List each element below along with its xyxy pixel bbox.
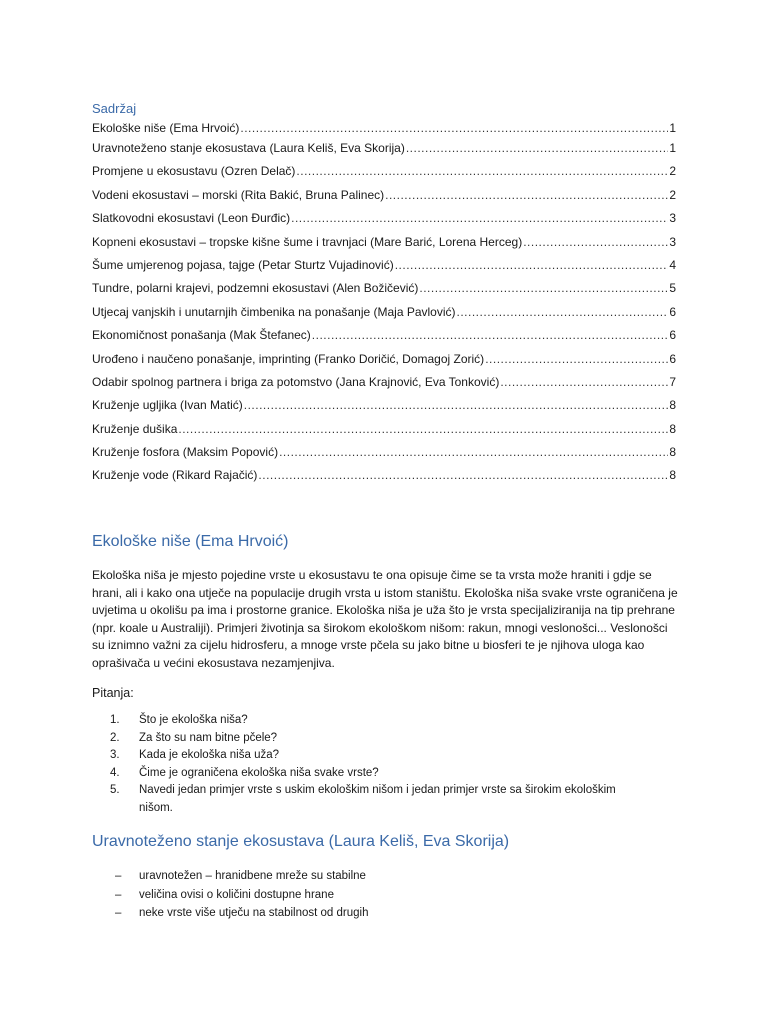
toc-entry-page: 1 bbox=[669, 121, 676, 135]
body-paragraph: Ekološka niša je mjesto pojedine vrste u ekosustavu te ona opisuje čime se ta vrsta može hraniti i gdje se hrani, ali i kako ona utječe na populacije drugih vrsta u istom staništu. Ekološka niša svake vrste ograničena je uvjetima u okolišu pa ima i prostorne granice. Ekološka niša je uža što je vrsta specijaliziranija na tip prehrane (npr. koale u Australiji). Primjeri životinja sa širokom ekološkom nišom: rakun, mnogi veslonošci... Veslonošci su iznimno važni za cijelu hidrosferu, a mnoge vrste pčela su jako bitne u biosferi te je njihova uloga kao oprašivača u većini ekosustava nezamjenjiva. bbox=[92, 568, 678, 670]
toc-leader-dots bbox=[406, 138, 668, 158]
toc-entry-title: Utjecaj vanjskih i unutarnjih čimbenika na ponašanje (Maja Pavlović) bbox=[92, 304, 456, 319]
bullet-item bbox=[115, 867, 635, 886]
question-number: 3. bbox=[110, 749, 120, 762]
bullet-item bbox=[115, 886, 635, 905]
dash-bullet: – bbox=[115, 870, 122, 882]
question-item bbox=[110, 765, 630, 783]
question-number: 2. bbox=[110, 731, 120, 744]
toc-entry-title: Šume umjerenog pojasa, tajge (Petar Sturtz Vujadinović) bbox=[92, 257, 394, 272]
question-item bbox=[110, 730, 630, 748]
question-item bbox=[110, 712, 630, 730]
toc-entry-page: 6 bbox=[669, 351, 676, 366]
bullet-text: veličina ovisi o količini dostupne hrane bbox=[139, 888, 334, 901]
toc-entry-page: 8 bbox=[669, 445, 676, 460]
toc-entry[interactable] bbox=[92, 302, 676, 325]
question-number: 4. bbox=[110, 766, 120, 779]
toc-entry-title: Vodeni ekosustavi – morski (Rita Bakić, Bruna Palinec) bbox=[92, 187, 385, 202]
toc-entry-page: 8 bbox=[669, 398, 676, 413]
toc-entry-page: 4 bbox=[669, 257, 676, 272]
toc-entry-page: 5 bbox=[669, 281, 676, 296]
toc-leader-dots bbox=[419, 278, 668, 298]
toc-entry-title: Kruženje ugljika (Ivan Matić) bbox=[92, 398, 243, 413]
toc-entry[interactable] bbox=[92, 442, 676, 465]
toc-entry[interactable] bbox=[92, 138, 676, 161]
dash-bullet: – bbox=[115, 907, 122, 919]
toc-entry-page: 3 bbox=[669, 211, 676, 226]
toc-leader-dots bbox=[457, 302, 669, 322]
toc-leader-dots bbox=[395, 255, 669, 275]
question-text: Za što su nam bitne pčele? bbox=[139, 731, 278, 744]
toc-entry-title: Tundre, polarni krajevi, podzemni ekosustavi (Alen Božičević) bbox=[92, 281, 419, 296]
toc-entry-title: Ekološke niše (Ema Hrvoić) bbox=[92, 121, 240, 135]
toc-leader-dots bbox=[291, 208, 668, 228]
toc-entry[interactable] bbox=[92, 118, 676, 138]
toc-entry[interactable] bbox=[92, 255, 676, 278]
section-heading: Uravnoteženo stanje ekosustava (Laura Keliš, Eva Skorija) bbox=[92, 833, 510, 850]
bullet-text: neke vrste više utječu na stabilnost od drugih bbox=[139, 907, 369, 919]
question-text: Navedi jedan primjer vrste s uskim ekološkim nišom i jedan primjer vrste sa širokim ekološkim nišom. bbox=[139, 784, 616, 814]
toc-entry[interactable] bbox=[92, 325, 676, 348]
toc-entry-title: Promjene u ekosustavu (Ozren Delač) bbox=[92, 164, 296, 179]
toc-entry[interactable] bbox=[92, 232, 676, 255]
bullet-item bbox=[115, 904, 635, 923]
toc-leader-dots bbox=[485, 349, 668, 369]
bullet-list bbox=[115, 867, 635, 923]
toc-entry-page: 6 bbox=[669, 304, 676, 319]
toc-leader-dots bbox=[178, 419, 668, 439]
toc-entry-title: Kruženje dušika bbox=[92, 421, 178, 436]
toc-entry[interactable] bbox=[92, 161, 676, 184]
toc-entry-title: Kruženje fosfora (Maksim Popović) bbox=[92, 445, 279, 460]
toc-entry-page: 2 bbox=[669, 164, 676, 179]
question-text: Čime je ograničena ekološka niša svake vrste? bbox=[139, 766, 379, 779]
toc-entry-page: 6 bbox=[669, 328, 676, 343]
toc-entry[interactable] bbox=[92, 419, 676, 442]
section-heading: Ekološke niše (Ema Hrvoić) bbox=[92, 533, 289, 550]
toc-entry-title: Odabir spolnog partnera i briga za potomstvo (Jana Krajnović, Eva Tonković) bbox=[92, 374, 500, 389]
question-number: 1. bbox=[110, 714, 120, 726]
toc-entry-title: Slatkovodni ekosustavi (Leon Đurđic) bbox=[92, 211, 291, 226]
toc-leader-dots bbox=[500, 372, 668, 392]
toc-entry-page: 2 bbox=[669, 187, 676, 202]
toc-entry-title: Uravnoteženo stanje ekosustava (Laura Keliš, Eva Skorija) bbox=[92, 141, 405, 155]
toc-entry[interactable] bbox=[92, 395, 676, 418]
toc-entry-title: Kopneni ekosustavi – tropske kišne šume i travnjaci (Mare Barić, Lorena Herceg) bbox=[92, 234, 523, 249]
questions-label: Pitanja: bbox=[92, 686, 134, 700]
toc-entry-page: 3 bbox=[669, 234, 676, 249]
question-item bbox=[110, 782, 630, 817]
question-number: 5. bbox=[110, 784, 120, 797]
toc-entry[interactable] bbox=[92, 278, 676, 301]
toc-leader-dots bbox=[258, 465, 668, 485]
question-item bbox=[110, 747, 630, 765]
toc-entry[interactable] bbox=[92, 372, 676, 395]
toc-leader-dots bbox=[279, 442, 668, 462]
toc-leader-dots bbox=[240, 118, 668, 138]
toc-leader-dots bbox=[312, 325, 669, 345]
toc-leader-dots bbox=[296, 161, 668, 181]
toc-entry-page: 8 bbox=[669, 421, 676, 436]
toc-entry[interactable] bbox=[92, 465, 676, 488]
table-of-contents bbox=[92, 118, 676, 489]
toc-leader-dots bbox=[385, 185, 668, 205]
toc-entry-page: 7 bbox=[669, 374, 676, 389]
toc-entry[interactable] bbox=[92, 349, 676, 372]
question-text: Kada je ekološka niša uža? bbox=[139, 749, 280, 762]
toc-entry-title: Ekonomičnost ponašanja (Mak Štefanec) bbox=[92, 328, 311, 343]
toc-leader-dots bbox=[523, 232, 668, 252]
dash-bullet: – bbox=[115, 888, 122, 901]
toc-heading: Sadržaj bbox=[92, 101, 137, 116]
question-text: Što je ekološka niša? bbox=[139, 714, 248, 726]
toc-entry-title: Kruženje vode (Rikard Rajačić) bbox=[92, 468, 258, 483]
toc-entry-title: Urođeno i naučeno ponašanje, imprinting (Franko Doričić, Domagoj Zorić) bbox=[92, 351, 485, 366]
bullet-text: uravnotežen – hranidbene mreže su stabilne bbox=[139, 870, 366, 882]
toc-entry[interactable] bbox=[92, 208, 676, 231]
toc-leader-dots bbox=[244, 395, 669, 415]
questions-list bbox=[110, 712, 630, 818]
toc-entry[interactable] bbox=[92, 185, 676, 208]
toc-entry-page: 8 bbox=[669, 468, 676, 483]
toc-entry-page: 1 bbox=[669, 141, 676, 155]
